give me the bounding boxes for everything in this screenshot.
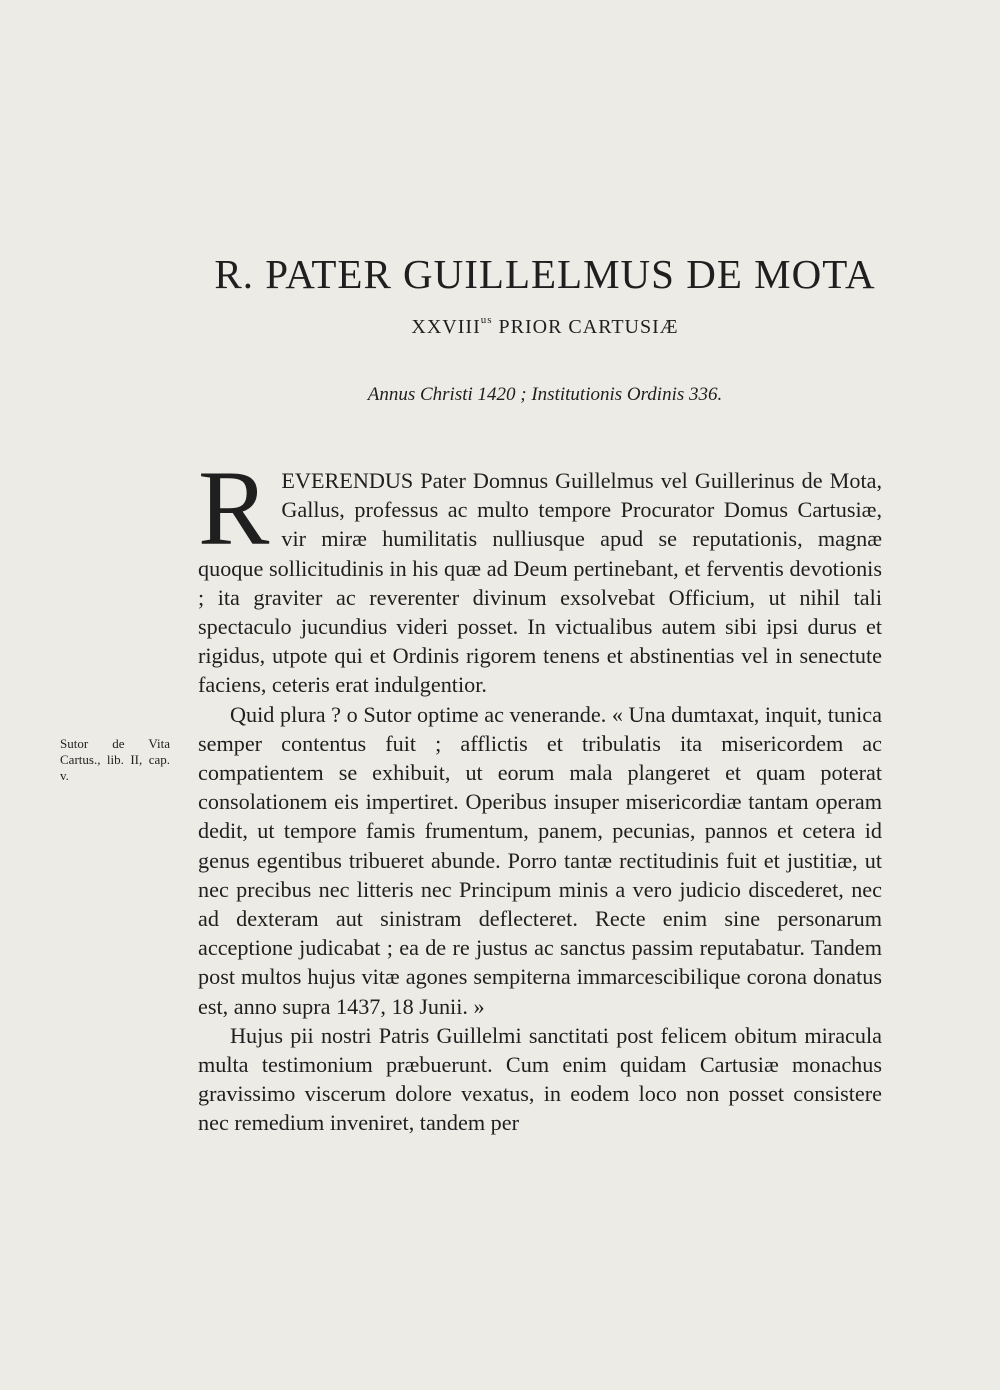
drop-cap: R (198, 450, 270, 568)
subtitle-rest: PRIOR CARTUSIÆ (492, 316, 679, 338)
subtitle-numeral: XXVIII (411, 316, 481, 338)
margin-note: Sutor de Vita Cartus., lib. II, cap. v. (60, 736, 170, 783)
dateline: Annus Christi 1420 ; Institutionis Ordinis 336. (367, 384, 723, 405)
subtitle-superscript: us (480, 314, 493, 327)
paragraph-1-text: EVERENDUS Pater Domnus Guillelmus vel Guillerinus de Mota, Gallus, professus ac multo tempore Procurator Domus Cartusiæ, vir miræ humilitatis nulliusque apud se reputationis, magnæ quoque sollicitudinis in his quæ ad Deum pertinebant, et ferventis devotionis ; ita graviter ac reverenter divinum exsolvebat Officium, ut nihil tali spectaculo jucundius videri posset. In victualibus autem sibi ipsi durus et rigidus, utpote qui et Ordinis rigorem tenens et abstinentias vel in senectute faciens, ceteris erat indulgentior. (198, 468, 882, 698)
chapter-title: R. PATER GUILLELMUS DE MOTA (214, 251, 876, 297)
body-text (198, 450, 882, 1138)
paragraph-2: Quid plura ? o Sutor optime ac venerande. « Una dumtaxat, inquit, tunica semper contentus fuit ; afflictis et tribulatis ita misericordem ac compatientem se exhibuit, ut eorum mala plangeret et quam poterat consolationem eis impertiret. Operibus insuper misericordiæ tantam operam dedit, ut tempore famis frumentum, panem, pecunias, pannos et cetera id genus egentibus tribueret abunde. Porro tantæ rectitudinis fuit et justitiæ, ut nec precibus nec litteris nec Principum minis a vero judicio discederet, nec ad dexteram aut sinistram deflecteret. Recte enim sine personarum acceptione judicabat ; ea de re justus ac sanctus passim reputabatur. Tandem post multos hujus vitæ agones sempiterna immarcescibilique corona donatus est, anno supra 1437, 18 Junii. » (198, 701, 882, 1019)
paragraph-3: Hujus pii nostri Patris Guillelmi sanctitati post felicem obitum miracula multa testimonium præbuerunt. Cum enim quidam Cartusiæ monachus gravissimo viscerum dolore vexatus, in eodem loco non posset consistere nec remedium inveniret, tandem per (198, 1022, 882, 1136)
chapter-subtitle (200, 316, 890, 339)
paragraph-1 (198, 450, 882, 700)
